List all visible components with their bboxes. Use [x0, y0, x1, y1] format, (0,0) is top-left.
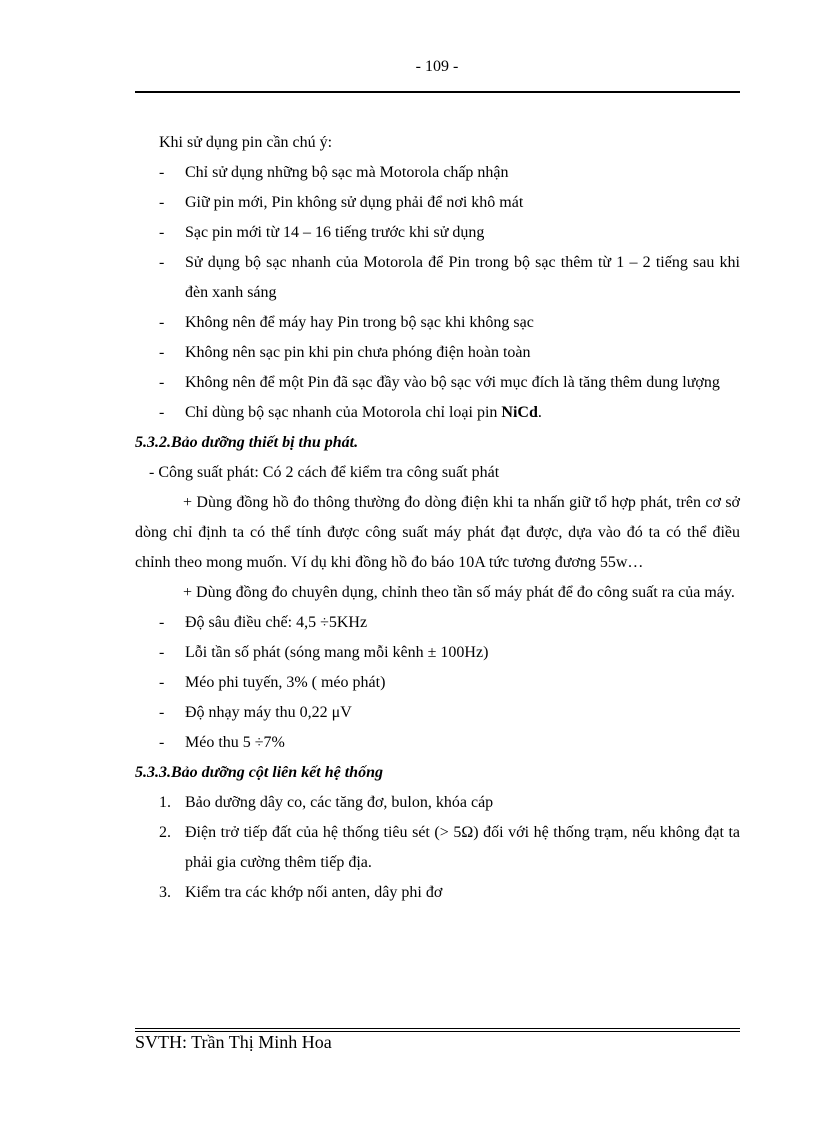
list-item	[135, 698, 740, 728]
list-item	[135, 638, 740, 668]
list-marker: -	[159, 254, 165, 271]
list-marker: -	[159, 314, 165, 331]
list-item	[135, 728, 740, 758]
paragraph: + Dùng đồng hồ đo thông thường đo dòng điện khi ta nhấn giữ tổ hợp phát, trên cơ sở dòng chỉ định ta có thể tính được công suất máy phát đạt được, dựa vào đó ta có thể điều chỉnh theo mong muốn. Ví dụ khi đồng hồ đo báo 10A tức tương đương 55w…	[135, 494, 740, 571]
list-text: Chỉ sử dụng những bộ sạc mà Motorola chấp nhận	[185, 164, 509, 181]
list-item	[135, 818, 740, 878]
page-body	[135, 128, 740, 908]
list-marker: -	[159, 644, 165, 661]
list-marker: 2.	[159, 824, 171, 841]
paragraph: + Dùng đồng đo chuyên dụng, chỉnh theo tần số máy phát để đo công suất ra của máy.	[183, 584, 735, 601]
spec-list	[135, 608, 740, 758]
list-text: Méo thu 5 ÷7%	[185, 734, 285, 751]
maintenance-list	[135, 788, 740, 908]
list-text: Không nên để một Pin đã sạc đầy vào bộ sạc với mục đích là tăng thêm dung lượng	[185, 374, 720, 391]
list-item	[135, 188, 740, 218]
list-marker: -	[159, 224, 165, 241]
header-rule	[135, 91, 740, 93]
list-marker: -	[159, 614, 165, 631]
intro-text: Khi sử dụng pin cần chú ý:	[159, 134, 333, 151]
list-marker: -	[159, 194, 165, 211]
list-text-end: .	[537, 404, 542, 421]
footer-author: SVTH: Trần Thị Minh Hoa	[135, 1032, 332, 1052]
list-item	[135, 338, 740, 368]
list-marker: -	[159, 374, 165, 391]
list-item	[135, 158, 740, 188]
list-text: Điện trở tiếp đất của hệ thống tiêu sét (> 5Ω) đối với hệ thống trạm, nếu không đạt ta phải gia cường thêm tiếp địa.	[185, 824, 740, 871]
list-item	[135, 398, 740, 428]
power-check-line: - Công suất phát: Có 2 cách để kiểm tra công suất phát	[149, 464, 500, 481]
list-text: Kiểm tra các khớp nối anten, dây phi đơ	[185, 884, 443, 901]
list-marker: -	[159, 164, 165, 181]
list-text: Sử dụng bộ sạc nhanh của Motorola để Pin trong bộ sạc thêm từ 1 – 2 tiếng sau khi đèn xanh sáng	[185, 254, 740, 301]
list-item	[135, 308, 740, 338]
list-item	[135, 788, 740, 818]
list-text: Độ sâu điều chế: 4,5 ÷5KHz	[185, 614, 368, 631]
list-marker: 3.	[159, 884, 171, 901]
list-marker: -	[159, 704, 165, 721]
list-text: Không nên để máy hay Pin trong bộ sạc khi không sạc	[185, 314, 534, 331]
list-marker: -	[159, 344, 165, 361]
battery-type: NiCd	[501, 404, 538, 421]
list-marker: -	[159, 734, 165, 751]
section-heading: 5.3.2.Bảo dưỡng thiết bị thu phát.	[135, 434, 359, 451]
list-item	[135, 368, 740, 398]
list-item	[135, 248, 740, 308]
list-text: Sạc pin mới từ 14 – 16 tiếng trước khi sử dụng	[185, 224, 485, 241]
list-item	[135, 608, 740, 638]
list-text: Không nên sạc pin khi pin chưa phóng điện hoàn toàn	[185, 344, 531, 361]
section-heading: 5.3.3.Bảo dưỡng cột liên kết hệ thống	[135, 764, 383, 781]
list-marker: -	[159, 404, 165, 421]
list-item	[135, 668, 740, 698]
battery-notes-list	[135, 158, 740, 398]
list-text: Lỗi tần số phát (sóng mang mỗi kênh ± 100Hz)	[185, 644, 489, 661]
list-text: Giữ pin mới, Pin không sử dụng phải để nơi khô mát	[185, 194, 524, 211]
list-marker: 1.	[159, 794, 171, 811]
list-text: Bảo dưỡng dây co, các tăng đơ, bulon, khóa cáp	[185, 794, 494, 811]
list-text: Độ nhạy máy thu 0,22 μV	[185, 704, 352, 721]
list-text: Méo phi tuyến, 3% ( méo phát)	[185, 674, 386, 691]
page-number: - 109 -	[415, 58, 459, 75]
list-text: Chỉ dùng bộ sạc nhanh của Motorola chỉ loại pin	[185, 404, 502, 421]
list-marker: -	[159, 674, 165, 691]
list-item	[135, 218, 740, 248]
list-item	[135, 878, 740, 908]
